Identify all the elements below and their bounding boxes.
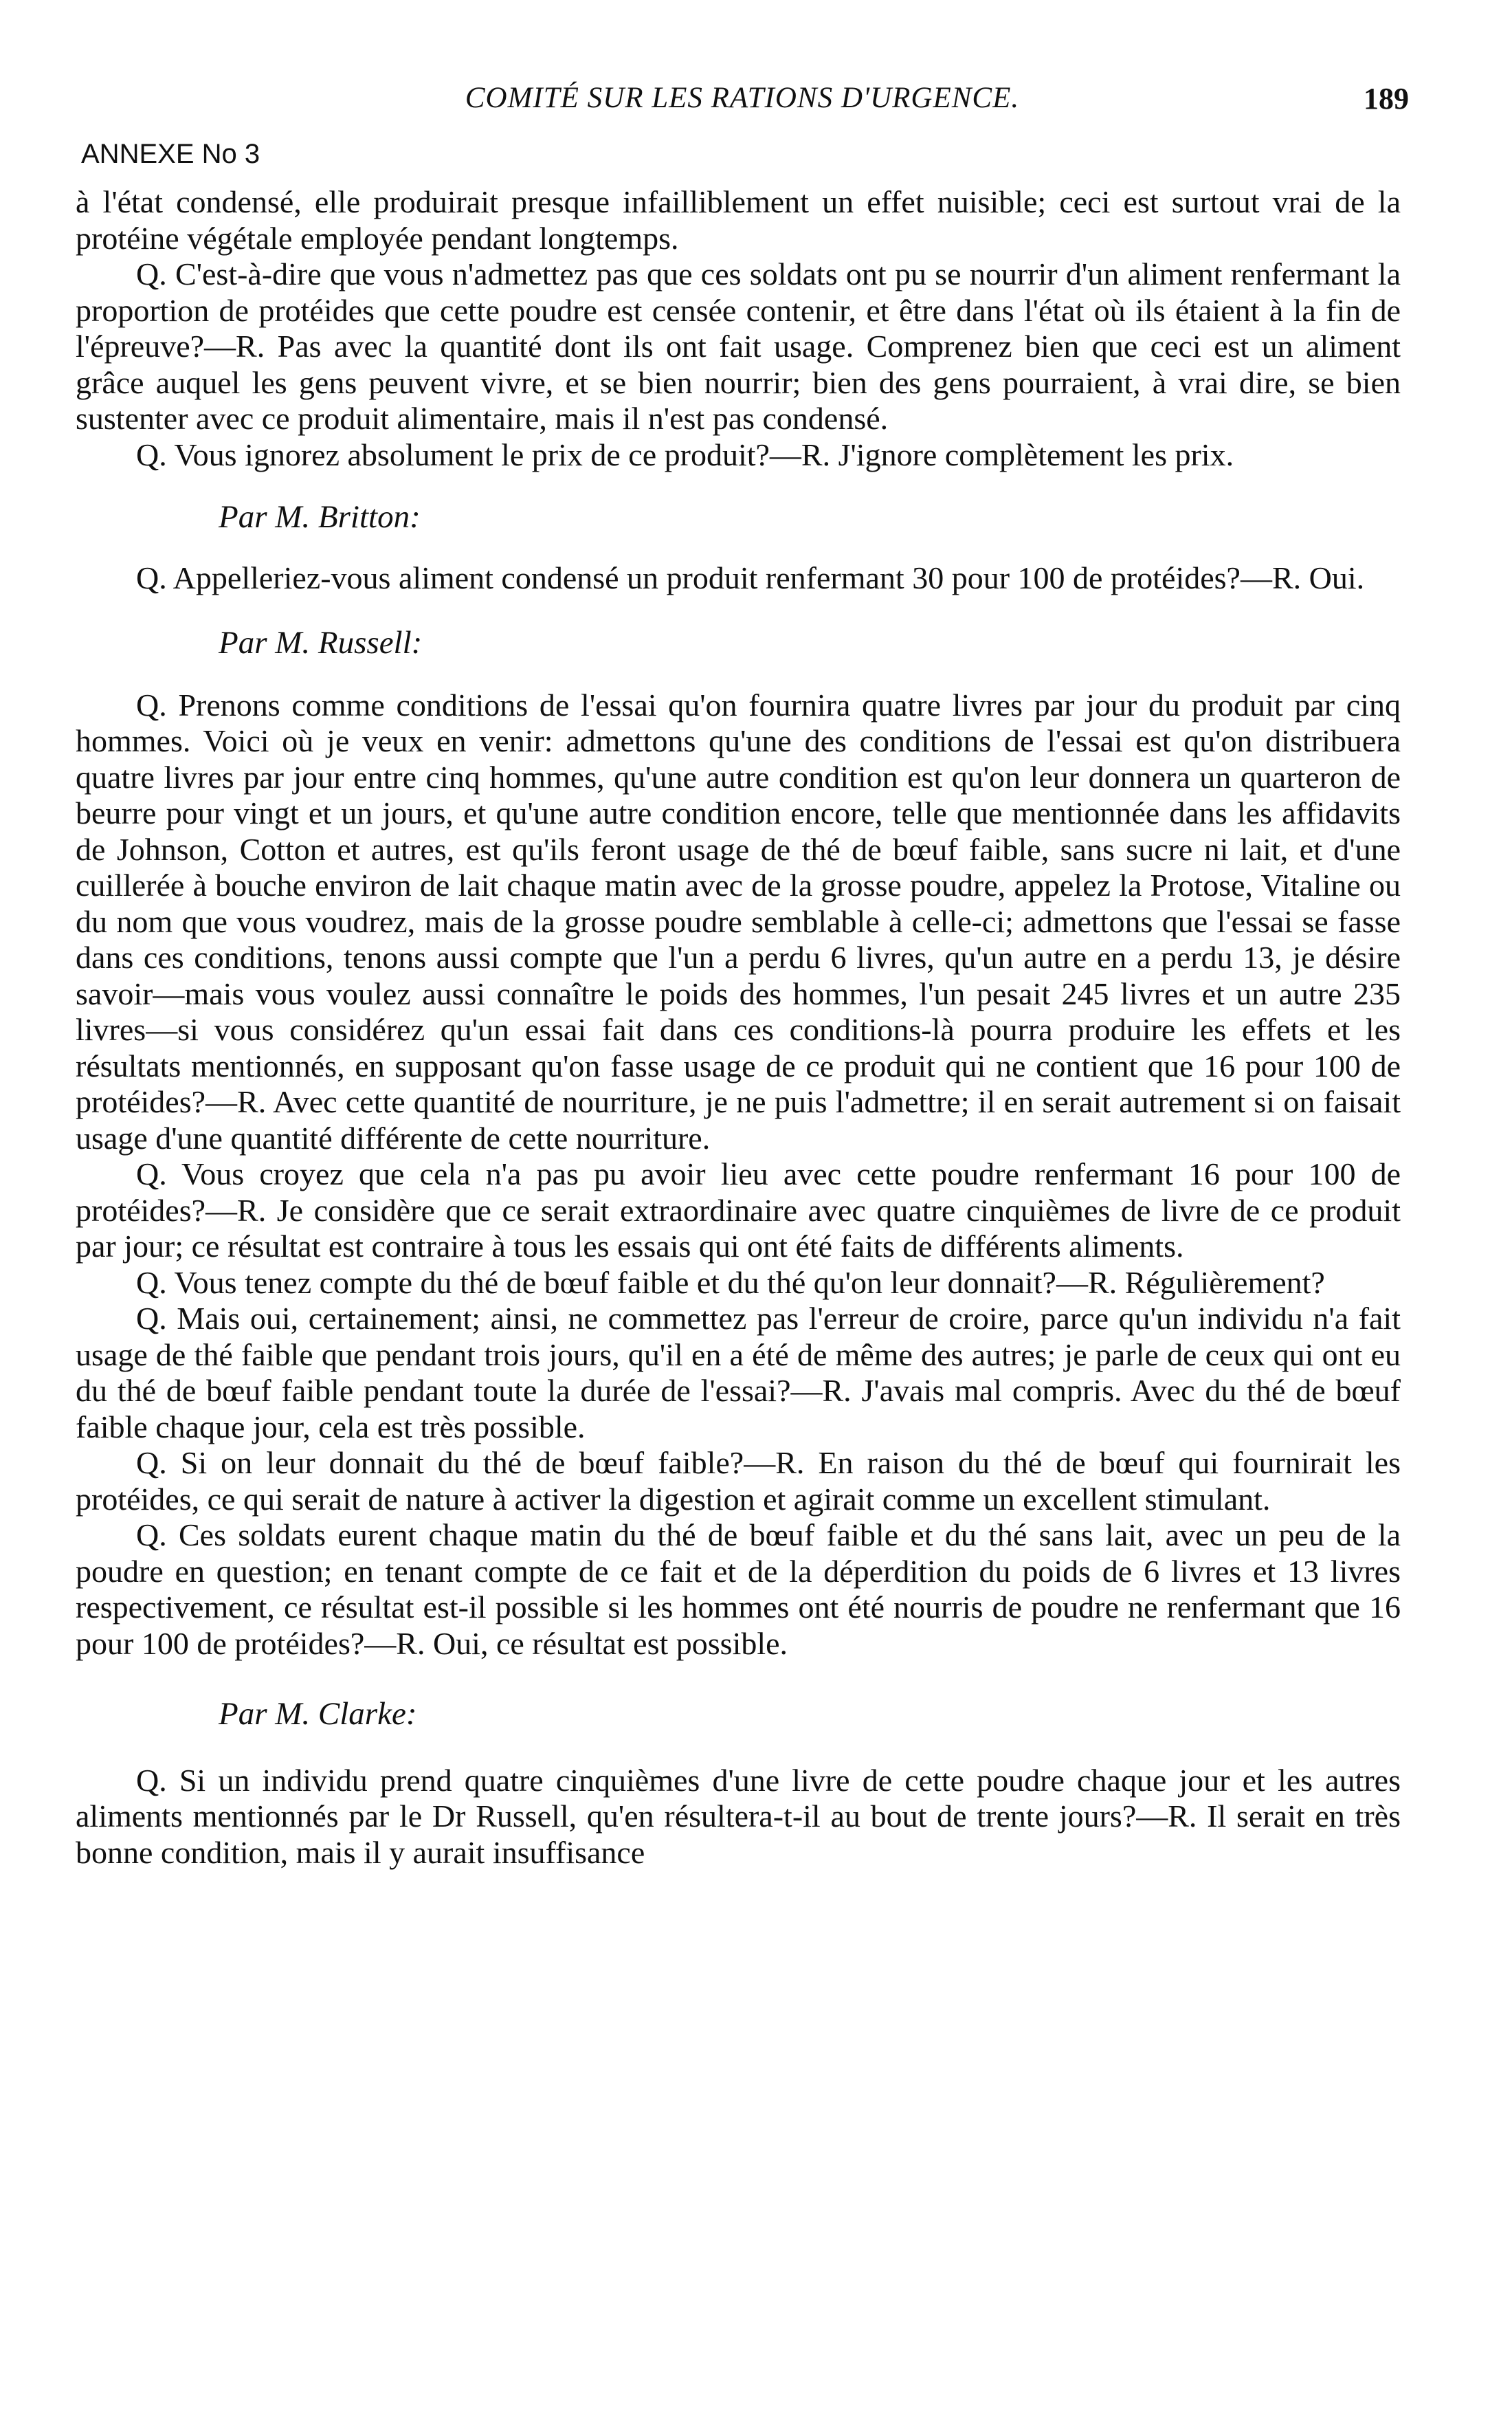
- paragraph: Q. Ces soldats eurent chaque matin du thé de bœuf faible et du thé sans lait, avec un peu de la poudre en question; en tenant compte de ce fait et de la déperdition du poids de 6 livres et 13 livres respectivement, ce résultat est-il possible si les hommes ont été nourris de poudre ne renfermant que 16 pour 100 de protéides?—R. Oui, ce résultat est possible.: [76, 1517, 1401, 1661]
- running-header: [0, 81, 1512, 122]
- speaker-heading: Par M. Russell:: [219, 625, 423, 661]
- body-text: [76, 184, 1401, 1871]
- paragraph: Q. Prenons comme conditions de l'essai qu'on fournira quatre livres par jour du produit par cinq hommes. Voici où je veux en venir: admettons qu'une des conditions de l'essai est qu'on distribuera quatre livres par jour entre cinq hommes, qu'une autre condition est qu'on leur donnera un quarteron de beurre pour vingt et un jours, et qu'une autre condition encore, telle que mentionnée dans les affidavits de Johnson, Cotton et autres, est qu'ils feront usage de thé de bœuf faible, sans sucre ni lait, et d'une cuillerée à bouche environ de lait chaque matin avec de la grosse poudre, appelez la Protose, Vitaline ou du nom que vous voudrez, mais de la grosse poudre semblable à celle-ci; admettons que l'essai se fasse dans ces conditions, tenons aussi compte que l'un a perdu 6 livres, qu'un autre en a perdu 13, je désire savoir—mais vous voulez aussi connaître le poids des hommes, l'un pesait 245 livres et un autre 235 livres—si vous considérez qu'un essai fait dans ces conditions-là pourra produire les effets et les résultats mentionnés, en supposant qu'on fasse usage de ce produit qui ne contient que 16 pour 100 de protéides?—R. Avec cette quantité de nourriture, je ne puis l'admettre; il en serait autrement si on faisait usage d'une quantité différente de cette nourriture.: [76, 687, 1401, 1156]
- paragraph: Q. C'est-à-dire que vous n'admettez pas que ces soldats ont pu se nourrir d'un aliment renfermant la proportion de protéides que cette poudre est censée contenir, et être dans l'état où ils étaient à la fin de l'épreuve?—R. Pas avec la quantité dont ils ont fait usage. Comprenez bien que ceci est un aliment grâce auquel les gens peuvent vivre, et se bien nourrir; bien des gens pourraient, à vrai dire, se bien sustenter avec ce produit alimentaire, mais il n'est pas condensé.: [76, 256, 1401, 436]
- speaker-heading: Par M. Britton:: [219, 499, 421, 535]
- paragraph: à l'état condensé, elle produirait presque infailliblement un effet nuisible; ceci est surtout vrai de la protéine végétale employée pendant longtemps.: [76, 184, 1401, 256]
- paragraph: Q. Vous tenez compte du thé de bœuf faible et du thé qu'on leur donnait?—R. Régulièrement?: [136, 1264, 1325, 1300]
- paragraph: Q. Mais oui, certainement; ainsi, ne commettez pas l'erreur de croire, parce qu'un individu n'a fait usage de thé faible que pendant trois jours, qu'il en a été de même des autres; je parle de ceux qui ont eu du thé de bœuf faible pendant toute la durée de l'essai?—R. J'avais mal compris. Avec du thé de bœuf faible chaque jour, cela est très possible.: [76, 1301, 1401, 1444]
- paragraph: Q. Vous croyez que cela n'a pas pu avoir lieu avec cette poudre renfermant 16 pour 100 de protéides?—R. Je considère que ce serait extraordinaire avec quatre cinquièmes de livre de ce produit par jour; ce résultat est contraire à tous les essais qui ont été faits de différents aliments.: [76, 1156, 1401, 1264]
- paragraph: Q. Vous ignorez absolument le prix de ce produit?—R. J'ignore complètement les prix.: [136, 437, 1234, 472]
- running-title: COMITÉ SUR LES RATIONS D'URGENCE.: [465, 82, 1020, 114]
- speaker-heading: Par M. Clarke:: [219, 1696, 417, 1732]
- page-number: 189: [1364, 82, 1409, 115]
- paragraph: Q. Si on leur donnait du thé de bœuf faible?—R. En raison du thé de bœuf qui fournirait les protéides, ce qui serait de nature à activer la digestion et agirait comme un excellent stimulant.: [76, 1445, 1401, 1517]
- annex-label: ANNEXE No 3: [81, 139, 260, 169]
- paragraph: Q. Si un individu prend quatre cinquièmes d'une livre de cette poudre chaque jour et les autres aliments mentionnés par le Dr Russell, qu'en résultera-t-il au bout de trente jours?—R. Il serait en très bonne condition, mais il y aurait insuffisance: [76, 1762, 1401, 1870]
- paragraph: Q. Appelleriez-vous aliment condensé un produit renfermant 30 pour 100 de protéides?—R. Oui.: [136, 560, 1365, 595]
